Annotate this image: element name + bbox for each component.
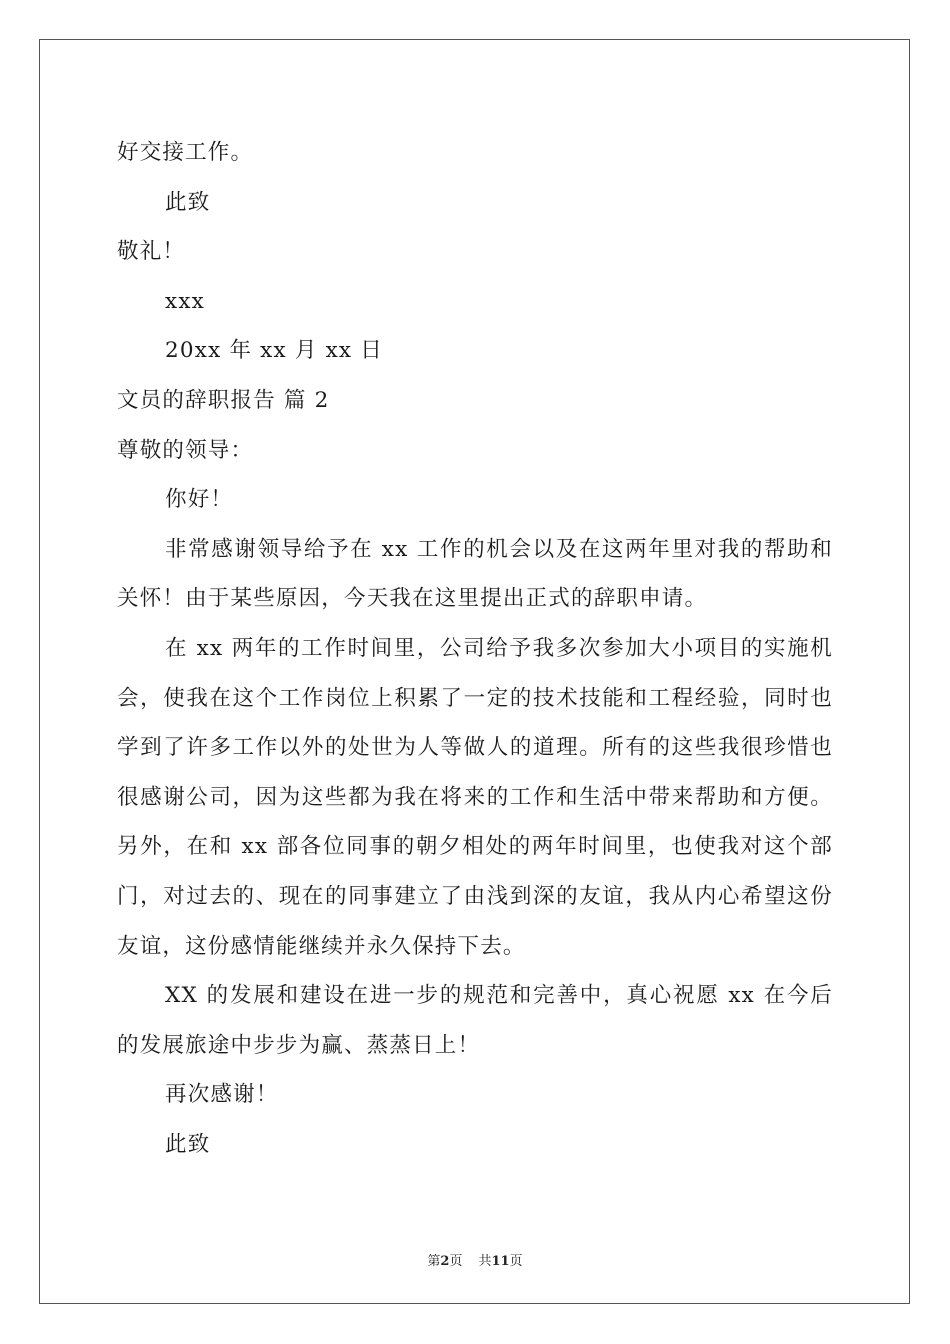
closing-regards: 敬礼！: [117, 239, 186, 265]
page-footer: [0, 1250, 950, 1269]
document-body: [117, 128, 833, 1169]
body-paragraph: XX 的发展和建设在进一步的规范和完善中，真心祝愿 xx 在今后的发展旅途中步步为赢、蒸蒸日上！: [117, 983, 833, 1058]
body-paragraph: 在 xx 两年的工作时间里，公司给予我多次参加大小项目的实施机会，使我在这个工作岗位上积累了一定的技术技能和工程经验，同时也学到了许多工作以外的处世为人等做人的道理。所有的这些我很珍惜也很感谢公司，因为这些都为我在将来的工作和生活中带来帮助和方便。另外，在和 xx 部各位同事的朝夕相处的两年时间里，也使我对这个部门，对过去的、现在的同事建立了由浅到深的友谊，我从内心希望这份友谊，这份感情能继续并永久保持下去。: [117, 635, 833, 959]
closing-salutation: 此致: [165, 189, 211, 215]
signature-date: 20xx 年 xx 月 xx 日: [165, 338, 383, 364]
closing-salutation-2: 此致: [165, 1131, 211, 1157]
total-prefix: 共: [478, 1254, 492, 1269]
total-suffix: 页: [509, 1254, 523, 1269]
signature-name: xxx: [165, 288, 205, 314]
page-number: 2: [440, 1254, 450, 1269]
closing-thanks: 再次感谢！: [165, 1082, 279, 1108]
total-pages: 11: [491, 1254, 510, 1269]
page-suffix: 页: [449, 1254, 463, 1269]
body-paragraph: 非常感谢领导给予在 xx 工作的机会以及在这两年里对我的帮助和关怀！由于某些原因，今天我在这里提出正式的辞职申请。: [117, 536, 833, 612]
text-line: 好交接工作。: [117, 140, 254, 165]
section-title: 文员的辞职报告 篇 2: [117, 387, 330, 413]
greeting-hello: 你好！: [165, 487, 234, 513]
page-prefix: 第: [427, 1254, 441, 1269]
greeting-addressee: 尊敬的领导：: [117, 437, 254, 463]
